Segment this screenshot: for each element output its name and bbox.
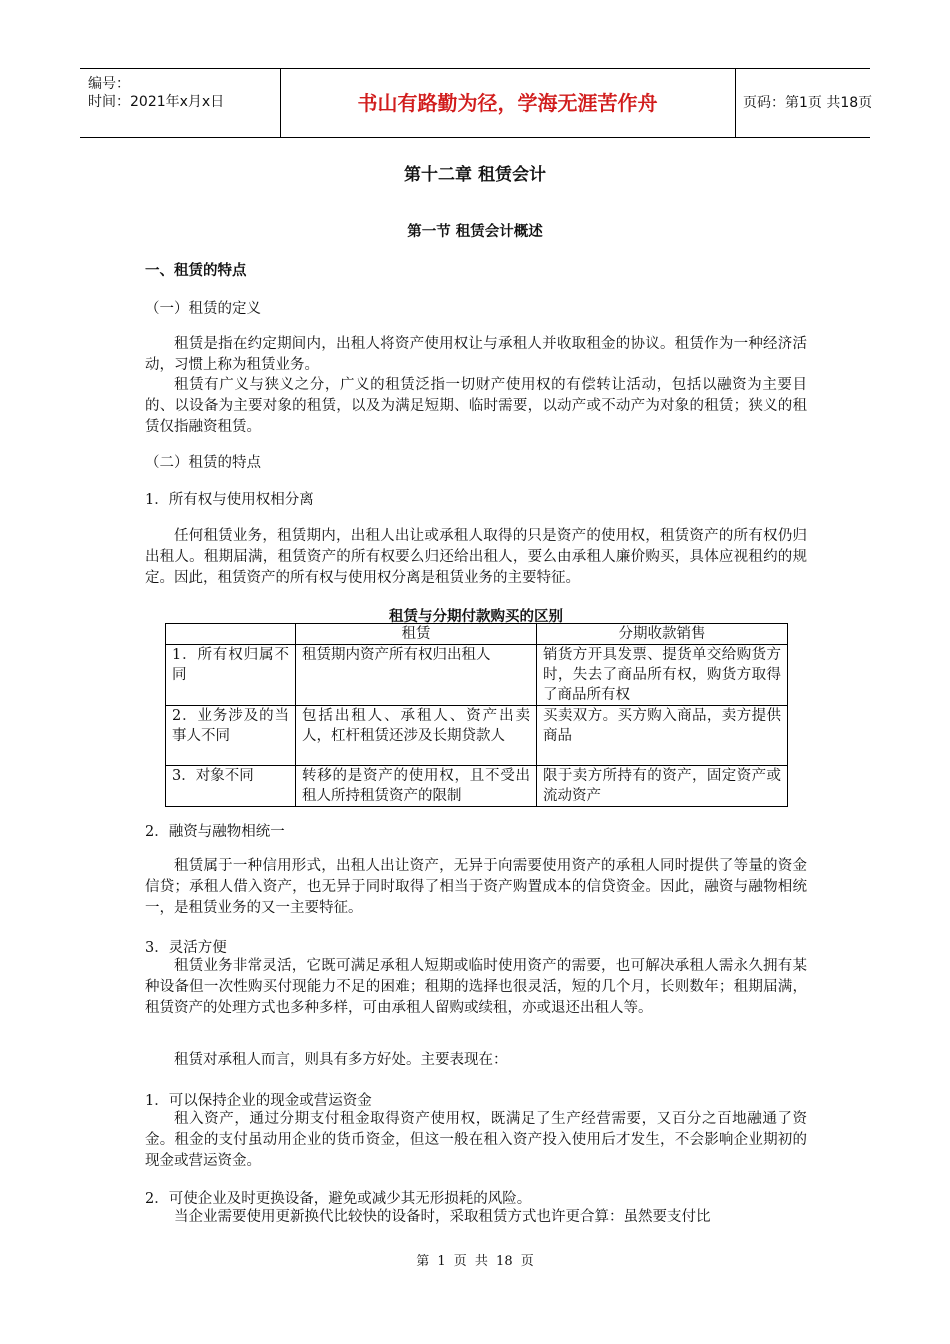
page-header xyxy=(80,68,873,138)
paragraph-flexibility: 租赁业务非常灵活，它既可满足承租人短期或临时使用资产的需要，也可解决承租人需永久拥有某种设备但一次性购买付现能力不足的困难；租期的选择也很灵活，短的几个月，长则数年；租期届满，租赁资产的处理方式也多种多样，可由承租人留购或续租，亦或退还出租人等。 xyxy=(145,958,807,1016)
document-date: 时间：2021年x月x日 xyxy=(88,94,225,110)
table-header-cell: 分期收款销售 xyxy=(537,624,788,645)
paragraph-equipment: 当企业需要使用更新换代比较快的设备时，采取租赁方式也许更合算：虽然要支付比 xyxy=(174,1209,711,1225)
table-header-cell: 租赁 xyxy=(296,624,537,645)
paragraph-financing: 租赁属于一种信用形式，出租人出让资产，无异于向需要使用资产的承租人同时提供了等量的资金信贷；承租人借入资产，也无异于同时取得了相当于资产购置成本的信贷资金。因此，融资与融物相统一，是租赁业务的又一主要特征。 xyxy=(145,858,807,916)
benefit-1-heading: 1．可以保持企业的现金或营运资金 xyxy=(145,1093,372,1109)
table-cell: 租赁期内资产所有权归出租人 xyxy=(296,645,537,706)
table-cell: 买卖双方。买方购入商品，卖方提供商品 xyxy=(537,706,788,766)
section-title: 第一节 租赁会计概述 xyxy=(407,224,543,240)
paragraph-cash: 租入资产，通过分期支付租金取得资产使用权，既满足了生产经营需要，又百分之百地融通了资金。租金的支付虽动用企业的货币资金，但这一般在租入资产投入使用后才发生，不会影响企业期初的现金或营运资金。 xyxy=(145,1111,807,1169)
point-2-heading: 2．融资与融物相统一 xyxy=(145,824,285,840)
table-header-row xyxy=(166,624,788,645)
table-cell: 2．业务涉及的当事人不同 xyxy=(166,706,296,766)
header-page-info: 页码：第1页 共18页 xyxy=(743,95,873,111)
benefit-2-heading: 2．可使企业及时更换设备，避免或减少其无形损耗的风险。 xyxy=(145,1191,532,1207)
table-header-cell xyxy=(166,624,296,645)
table-row xyxy=(166,706,788,766)
document-number: 编号： xyxy=(88,76,130,92)
table-cell: 1．所有权归属不同 xyxy=(166,645,296,706)
table-cell: 转移的是资产的使用权，且不受出租人所持租赁资产的限制 xyxy=(296,766,537,807)
page-footer: 第 1 页 共 18 页 xyxy=(416,1254,534,1269)
paragraph-definition: 租赁是指在约定期间内，出租人将资产使用权让与承租人并收取租金的协议。租赁作为一种经济活动，习惯上称为租赁业务。 xyxy=(145,336,807,373)
table-cell: 限于卖方所持有的资产，固定资产或流动资产 xyxy=(537,766,788,807)
table-cell: 3．对象不同 xyxy=(166,766,296,807)
paragraph-lessee-benefits: 租赁对承租人而言，则具有多方好处。主要表现在： xyxy=(174,1052,508,1068)
comparison-table xyxy=(165,623,788,807)
heading-1: 一、租赁的特点 xyxy=(145,263,247,279)
header-motto: 书山有路勤为径，学海无涯苦作舟 xyxy=(280,69,736,137)
header-meta xyxy=(80,69,281,137)
paragraph-ownership: 任何租赁业务，租赁期内，出租人出让或承租人取得的只是资产的使用权，租赁资产的所有权仍归出租人。租期届满，租赁资产的所有权要么归还给出租人，要么由承租人廉价购买，具体应视租约的规定。因此，租赁资产的所有权与使用权分离是租赁业务的主要特征。 xyxy=(145,528,807,586)
point-3-heading: 3．灵活方便 xyxy=(145,940,227,956)
subheading-definition: （一）租赁的定义 xyxy=(145,301,261,317)
table-cell: 销货方开具发票、提货单交给购货方时，失去了商品所有权，购货方取得了商品所有权 xyxy=(537,645,788,706)
subheading-features: （二）租赁的特点 xyxy=(145,455,261,471)
table-row xyxy=(166,645,788,706)
table-row xyxy=(166,766,788,807)
paragraph-broad-narrow: 租赁有广义与狭义之分，广义的租赁泛指一切财产使用权的有偿转让活动，包括以融资为主要目的、以设备为主要对象的租赁，以及为满足短期、临时需要，以动产或不动产为对象的租赁；狭义的租赁仅指融资租赁。 xyxy=(145,377,807,435)
chapter-title: 第十二章 租赁会计 xyxy=(404,165,546,185)
table-title: 租赁与分期付款购买的区别 xyxy=(389,609,563,625)
point-1-heading: 1．所有权与使用权相分离 xyxy=(145,492,314,508)
table-cell: 包括出租人、承租人、资产出卖人，杠杆租赁还涉及长期贷款人 xyxy=(296,706,537,766)
